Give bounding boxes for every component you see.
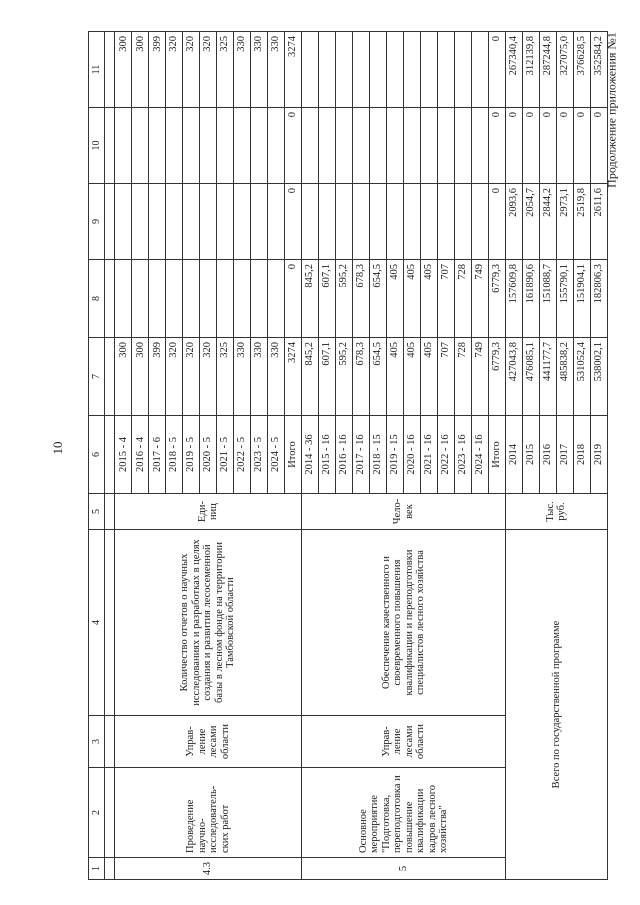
total-value: 2844,2	[539, 184, 556, 260]
block-4-3-value	[183, 108, 200, 184]
block-5-value	[421, 108, 438, 184]
total-value: 327075,0	[556, 32, 573, 108]
block-4-3-value	[251, 184, 268, 260]
block-5-value: 2020 - 16	[404, 416, 421, 494]
block-4-3-value	[268, 260, 285, 338]
header-cell: 3	[89, 716, 105, 768]
block-4-3-value	[234, 108, 251, 184]
spacer-cell	[105, 338, 115, 416]
block-4-3-value: 2019 - 5	[183, 416, 200, 494]
block-4-3-value	[115, 260, 132, 338]
block-4-3-value: 3274	[285, 32, 302, 108]
block-5-value	[370, 184, 387, 260]
page-number: 10	[50, 441, 65, 455]
total-value: 352584,2	[590, 32, 607, 108]
block-4-3-value: 300	[132, 32, 149, 108]
block-5-value: 2022 - 16	[438, 416, 455, 494]
block-5-value	[319, 184, 336, 260]
block-5-value	[471, 32, 488, 108]
total-value: 151088,7	[539, 260, 556, 338]
block-5-value	[353, 184, 370, 260]
total-value: 0	[573, 108, 590, 184]
total-value: 441177,7	[539, 338, 556, 416]
total-value: 376628,5	[573, 32, 590, 108]
block-4-3-value: 2023 - 5	[251, 416, 268, 494]
block-5-event: Основное мероприятие "Подготовка, переподготовка и повышение квалификации кадров лесного хозяйства"	[302, 768, 506, 858]
block-4-3-value	[251, 260, 268, 338]
block-5-value: 654,5	[370, 260, 387, 338]
spacer-cell	[105, 108, 115, 184]
block-5-value	[319, 108, 336, 184]
block-4-3-value	[166, 184, 183, 260]
block-4-3-value: 3274	[285, 338, 302, 416]
block-5-value	[302, 184, 319, 260]
block-4-3-value: 399	[149, 338, 166, 416]
block-4-3-value: 330	[251, 32, 268, 108]
block-4-3-value	[217, 108, 234, 184]
total-value: 182806,3	[590, 260, 607, 338]
block-5-value: 2015 - 16	[319, 416, 336, 494]
block-5-value	[471, 184, 488, 260]
header-cell: 10	[89, 108, 105, 184]
block-5-value	[353, 108, 370, 184]
block-4-3-event: Проведение научно-исследователь-ских работ	[115, 768, 302, 858]
block-4-3-value: 2021 - 5	[217, 416, 234, 494]
total-value: 0	[556, 108, 573, 184]
spacer-cell	[105, 260, 115, 338]
block-5-value	[370, 32, 387, 108]
block-4-3-value	[234, 184, 251, 260]
block-5-value: 2018 - 15	[370, 416, 387, 494]
continuation-caption: Продолжение приложения №1	[604, 32, 619, 188]
block-4-3-value	[183, 260, 200, 338]
block-5-value: 595,2	[336, 260, 353, 338]
block-4-3-value	[200, 184, 217, 260]
total-value: 2611,6	[590, 184, 607, 260]
block-5-value: 2021 - 16	[421, 416, 438, 494]
block-5-value: 0	[488, 32, 505, 108]
block-5-value	[404, 108, 421, 184]
block-5-value: 0	[488, 184, 505, 260]
block-4-3-value	[217, 184, 234, 260]
total-value: 161890,6	[522, 260, 539, 338]
block-5-value	[302, 32, 319, 108]
block-4-3-value: 399	[149, 32, 166, 108]
block-5-value	[454, 32, 471, 108]
block-4-3-value	[149, 184, 166, 260]
block-5-value: 749	[471, 338, 488, 416]
block-5-value: 707	[438, 338, 455, 416]
spacer-cell	[105, 494, 115, 530]
block-4-3-value	[149, 260, 166, 338]
total-value: 485838,2	[556, 338, 573, 416]
block-5-value: 405	[387, 260, 404, 338]
block-4-3-value: 330	[251, 338, 268, 416]
block-5-value	[387, 184, 404, 260]
total-value: 267340,4	[505, 32, 522, 108]
total-value: 2019	[590, 416, 607, 494]
header-cell: 7	[89, 338, 105, 416]
table-row	[302, 32, 319, 880]
header-cell: 8	[89, 260, 105, 338]
total-value: 2519,8	[573, 184, 590, 260]
block-5-value	[438, 32, 455, 108]
block-5-value: 6779,3	[488, 338, 505, 416]
table-row	[115, 32, 132, 880]
block-4-3-value	[234, 260, 251, 338]
table-row	[89, 32, 105, 880]
block-5-value: 678,3	[353, 260, 370, 338]
block-4-3-value: 2024 - 5	[268, 416, 285, 494]
block-5-unit: Чело-век	[302, 494, 506, 530]
block-4-3-value	[183, 184, 200, 260]
block-5-value: 749	[471, 260, 488, 338]
block-4-3-value: 2016 - 4	[132, 416, 149, 494]
header-cell: 4	[89, 530, 105, 716]
block-5-value: 405	[421, 260, 438, 338]
block-4-3-value	[166, 260, 183, 338]
block-4-3-value	[115, 184, 132, 260]
total-value: 151904,1	[573, 260, 590, 338]
block-4-3-value: 320	[183, 338, 200, 416]
block-5-value	[454, 184, 471, 260]
block-5-number: 5	[302, 858, 506, 880]
block-5-value: 2016 - 16	[336, 416, 353, 494]
block-4-3-value: 320	[200, 338, 217, 416]
total-value: 0	[522, 108, 539, 184]
block-4-3-indicator: Количество отчетов о научных исследованиях и разработках в целях создания и развития лесосеменной базы в лесном фонде на территории Тамбовской области	[115, 530, 302, 716]
block-5-value	[421, 184, 438, 260]
block-4-3-value: 0	[285, 108, 302, 184]
block-5-value	[319, 32, 336, 108]
block-5-value	[336, 32, 353, 108]
spacer-cell	[105, 32, 115, 108]
block-5-value: 2023 - 16	[454, 416, 471, 494]
block-5-value: Итого	[488, 416, 505, 494]
block-4-3-value: 300	[115, 338, 132, 416]
block-4-3-value: 0	[285, 260, 302, 338]
total-value: 2973,1	[556, 184, 573, 260]
total-value: 0	[539, 108, 556, 184]
block-4-3-value: 320	[183, 32, 200, 108]
block-4-3-value: 325	[217, 32, 234, 108]
block-5-value	[336, 108, 353, 184]
block-5-value: 2017 - 16	[353, 416, 370, 494]
block-4-3-value: 320	[200, 32, 217, 108]
block-5-value	[421, 32, 438, 108]
block-4-3-value: 325	[217, 338, 234, 416]
total-value: 538002,1	[590, 338, 607, 416]
block-5-value	[471, 108, 488, 184]
block-5-value	[438, 108, 455, 184]
block-4-3-value	[115, 108, 132, 184]
total-value: 2015	[522, 416, 539, 494]
total-value: 312139,8	[522, 32, 539, 108]
block-5-value	[404, 184, 421, 260]
header-cell: 2	[89, 768, 105, 858]
block-5-value	[438, 184, 455, 260]
block-5-value: 2014 - 36	[302, 416, 319, 494]
block-5-value: 595,2	[336, 338, 353, 416]
block-5-value: 607,1	[319, 338, 336, 416]
block-4-3-number: 4.3	[115, 858, 302, 880]
total-value: 2014	[505, 416, 522, 494]
block-4-3-value	[132, 260, 149, 338]
total-value: 2018	[573, 416, 590, 494]
spacer-cell	[105, 416, 115, 494]
block-4-3-value: 2017 - 6	[149, 416, 166, 494]
header-cell: 6	[89, 416, 105, 494]
block-5-value: 845,2	[302, 338, 319, 416]
header-cell: 1	[89, 858, 105, 880]
table-row	[505, 32, 522, 880]
total-value: 2016	[539, 416, 556, 494]
block-4-3-value: 330	[268, 32, 285, 108]
block-4-3-value	[268, 108, 285, 184]
block-5-value: 6779,3	[488, 260, 505, 338]
total-value: 2017	[556, 416, 573, 494]
block-5-value: 707	[438, 260, 455, 338]
spacer-cell	[105, 858, 115, 880]
header-cell: 9	[89, 184, 105, 260]
block-5-value: 0	[488, 108, 505, 184]
table-row	[105, 32, 115, 880]
block-4-3-value: 300	[132, 338, 149, 416]
block-4-3-value: 2022 - 5	[234, 416, 251, 494]
block-4-3-value	[251, 108, 268, 184]
program-table	[88, 31, 608, 880]
total-value: 2093,6	[505, 184, 522, 260]
block-5-value: 405	[404, 260, 421, 338]
table-frame	[88, 32, 608, 880]
block-4-3-value	[217, 260, 234, 338]
block-4-3-value	[200, 260, 217, 338]
block-4-3-value: 330	[234, 338, 251, 416]
block-5-value: 405	[387, 338, 404, 416]
block-4-3-value: 330	[268, 338, 285, 416]
block-4-3-value: 300	[115, 32, 132, 108]
block-5-value: 2019 - 15	[387, 416, 404, 494]
block-4-3-value: 0	[285, 184, 302, 260]
block-5-value	[336, 184, 353, 260]
block-4-3-value: 2018 - 5	[166, 416, 183, 494]
total-value: 157609,8	[505, 260, 522, 338]
block-4-3-value	[200, 108, 217, 184]
block-4-3-value	[132, 184, 149, 260]
total-value: 155790,1	[556, 260, 573, 338]
block-5-value: 607,1	[319, 260, 336, 338]
block-5-value: 678,3	[353, 338, 370, 416]
block-5-value	[454, 108, 471, 184]
block-5-value	[404, 32, 421, 108]
total-value: 0	[590, 108, 607, 184]
block-5-value	[370, 108, 387, 184]
total-unit: Тыс. руб.	[505, 494, 607, 530]
total-value: 287244,8	[539, 32, 556, 108]
block-4-3-value: 2020 - 5	[200, 416, 217, 494]
block-4-3-value: 2015 - 4	[115, 416, 132, 494]
block-5-value: 728	[454, 338, 471, 416]
total-value: 2054,7	[522, 184, 539, 260]
spacer-cell	[105, 530, 115, 716]
block-5-value	[353, 32, 370, 108]
total-value: 427043,8	[505, 338, 522, 416]
block-4-3-value	[132, 108, 149, 184]
spacer-cell	[105, 716, 115, 768]
block-5-value: 845,2	[302, 260, 319, 338]
block-4-3-value	[149, 108, 166, 184]
block-5-value: 654,5	[370, 338, 387, 416]
total-value: 531052,4	[573, 338, 590, 416]
block-5-executor: Управ-ление лесами области	[302, 716, 506, 768]
block-4-3-value: 320	[166, 338, 183, 416]
total-value: 476085,1	[522, 338, 539, 416]
block-5-value	[387, 108, 404, 184]
block-5-value	[302, 108, 319, 184]
block-5-value	[387, 32, 404, 108]
block-4-3-unit: Еди-ниц	[115, 494, 302, 530]
total-label: Всего по государственной программе	[505, 530, 607, 880]
block-5-value: 405	[404, 338, 421, 416]
block-4-3-value: Итого	[285, 416, 302, 494]
spacer-cell	[105, 184, 115, 260]
block-4-3-value	[268, 184, 285, 260]
block-5-value: 405	[421, 338, 438, 416]
table-body	[89, 32, 608, 880]
header-cell: 5	[89, 494, 105, 530]
rotated-table-container	[88, 32, 608, 880]
block-4-3-value: 330	[234, 32, 251, 108]
block-5-indicator: Обеспечение качественного и своевременного повышения квалификации и переподготовки специалистов лесного хозяйства	[302, 530, 506, 716]
block-4-3-value: 320	[166, 32, 183, 108]
total-value: 0	[505, 108, 522, 184]
header-cell: 11	[89, 32, 105, 108]
block-4-3-executor: Управ-ление лесами области	[115, 716, 302, 768]
spacer-cell	[105, 768, 115, 858]
block-4-3-value	[166, 108, 183, 184]
block-5-value: 728	[454, 260, 471, 338]
block-5-value: 2024 - 16	[471, 416, 488, 494]
